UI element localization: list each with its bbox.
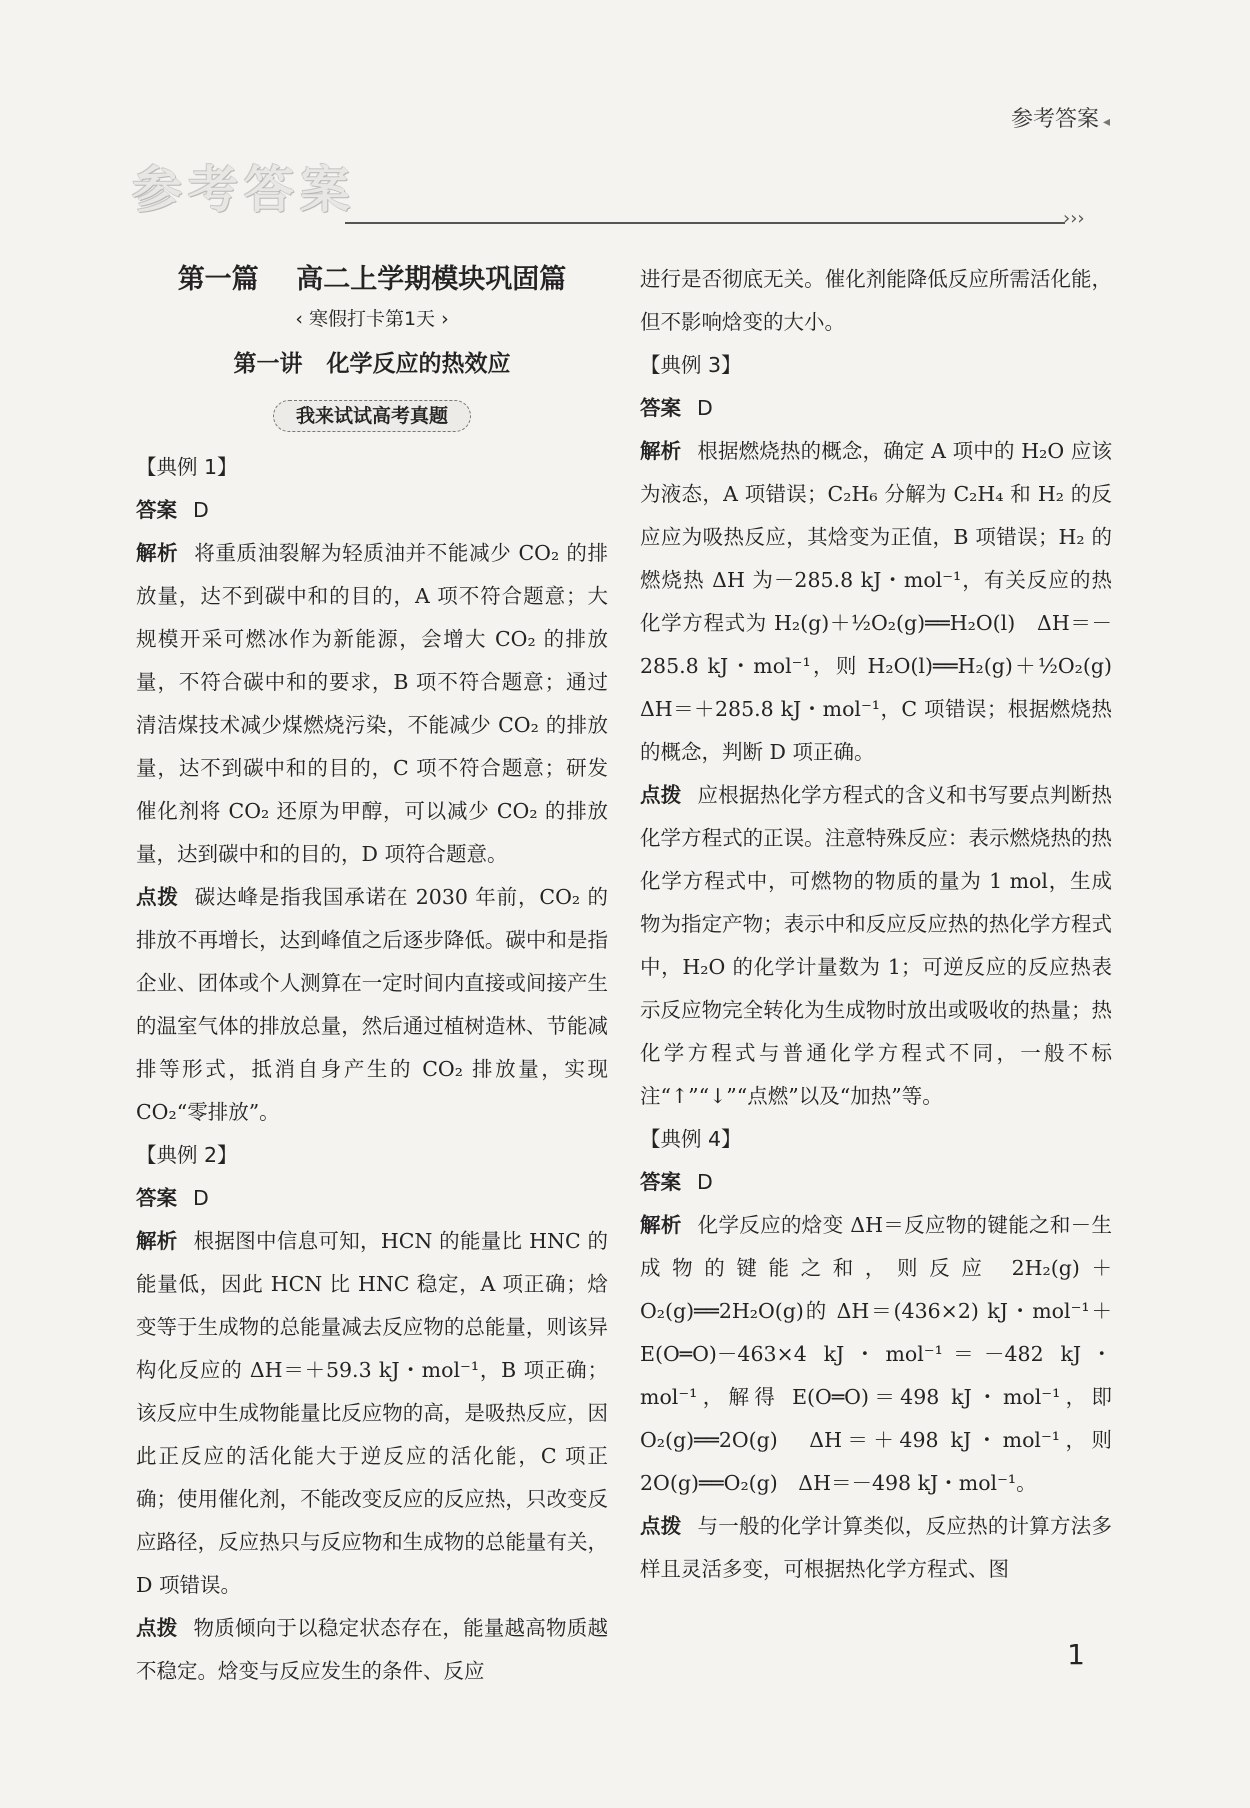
analysis-label: 解析 xyxy=(136,1229,178,1253)
marker-icon: ◂ xyxy=(1102,114,1110,130)
example-3-analysis xyxy=(640,430,1133,774)
day-tag: ‹ 寒假打卡第1天 › xyxy=(295,308,449,330)
banner-rule xyxy=(345,222,1065,224)
answer-label: 答案 xyxy=(136,1186,177,1210)
continued-text: 进行是否彻底无关。催化剂能降低反应所需活化能，但不影响焓变的大小。 xyxy=(640,267,1112,334)
example-3-answer xyxy=(640,387,1112,430)
answer-label: 答案 xyxy=(640,1170,681,1194)
tip-text: 应根据热化学方程式的含义和书写要点判断热化学方程式的正误。注意特殊反应：表示燃烧热的热化学方程式中，可燃物的物质的量为 1 mol，生成物为指定产物；表示中和反应反应热的热化学方程式中，H₂O 的化学计量数为 1；可逆反应的反应热表示反应物完全转化为生成物时放出或吸收的热量；热化学方程式与普通化学方程式不同，一般不标注“↑”“↓”“点燃”以及“加热”等。 xyxy=(640,783,1113,1108)
part-title: 第一篇 高二上学期模块巩固篇 xyxy=(177,264,567,295)
tip-label: 点拨 xyxy=(136,885,179,909)
example-4-tip xyxy=(640,1505,1112,1591)
example-4-answer xyxy=(640,1161,1112,1204)
tip-text: 碳达峰是指我国承诺在 2030 年前，CO₂ 的排放不再增长，达到峰值之后逐步降低。碳中和是指企业、团体或个人测算在一定时间内直接或间接产生的温室气体的排放总量，然后通过植树造林、节能减排等形式，抵消自身产生的 CO₂ 排放量，实现 CO₂“零排放”。 xyxy=(136,885,608,1124)
example-4-label: 【典例 4】 xyxy=(640,1127,742,1151)
running-header xyxy=(1011,102,1110,133)
example-1-answer xyxy=(136,489,608,532)
answer-value: D xyxy=(697,396,713,420)
analysis-text: 根据燃烧热的概念，确定 A 项中的 H₂O 应该为液态，A 项错误；C₂H₆ 分解为 C₂H₄ 和 H₂ 的反应应为吸热反应，其焓变为正值，B 项错误；H₂ 的燃烧热 ΔH 为－285.8 kJ・mol⁻¹，有关反应的热化学方程式为 H₂(g)＋½O₂(g)══H₂O(l) ΔH＝－285.8 kJ・mol⁻¹，则 H₂O(l)══H₂(g)＋½O₂(g) ΔH＝＋285.8 kJ・mol⁻¹，C 项错误；根据燃烧热的概念，判断 D 项正确。 xyxy=(640,439,1133,764)
analysis-label: 解析 xyxy=(136,541,179,565)
analysis-label: 解析 xyxy=(640,1213,682,1237)
answer-value: D xyxy=(193,498,209,522)
tip-label: 点拨 xyxy=(136,1616,178,1640)
lecture-title: 第一讲 化学反应的热效应 xyxy=(233,351,511,377)
answer-value: D xyxy=(697,1170,713,1194)
example-2-tip xyxy=(136,1607,608,1693)
example-3-label: 【典例 3】 xyxy=(640,353,742,377)
example-1-label: 【典例 1】 xyxy=(136,455,238,479)
example-1-analysis xyxy=(136,532,608,876)
answer-label: 答案 xyxy=(136,498,177,522)
right-column xyxy=(640,258,1133,1591)
rule-arrow-icon: ››› xyxy=(1063,208,1085,229)
example-2-label: 【典例 2】 xyxy=(136,1143,238,1167)
answer-label: 答案 xyxy=(640,396,681,420)
example-4-analysis xyxy=(640,1204,1112,1505)
example-2-answer xyxy=(136,1177,608,1220)
section-banner-title: 参考答案 xyxy=(132,161,356,219)
answer-value: D xyxy=(193,1186,209,1210)
analysis-label: 解析 xyxy=(640,439,682,463)
tip-label: 点拨 xyxy=(640,1514,682,1538)
example-1-tip xyxy=(136,876,608,1134)
example-3-tip xyxy=(640,774,1112,1118)
analysis-text: 根据图中信息可知，HCN 的能量比 HNC 的能量低，因此 HCN 比 HNC 稳定，A 项正确；焓变等于生成物的总能量减去反应物的总能量，则该异构化反应的 ΔH＝＋59.3 kJ・mol⁻¹，B 项正确；该反应中生成物能量比反应物的高，是吸热反应，因此正反应的活化能大于逆反应的活化能，C 项正确；使用催化剂，不能改变反应的反应热，只改变反应路径，反应热只与反应物和生成物的总能量有关，D 项错误。 xyxy=(136,1229,608,1597)
running-title: 参考答案 xyxy=(1010,107,1099,132)
tip-label: 点拨 xyxy=(640,783,682,807)
analysis-text: 化学反应的焓变 ΔH＝反应物的键能之和－生成物的键能之和，则反应 2H₂(g)＋O₂(g)══2H₂O(g)的 ΔH＝(436×2) kJ・mol⁻¹＋E(O═O)－463×4 kJ・mol⁻¹＝－482 kJ・mol⁻¹，解得 E(O═O)＝498 kJ・mol⁻¹，即 O₂(g)══2O(g) ΔH＝＋498 kJ・mol⁻¹，则 2O(g)══O₂(g) ΔH＝－498 kJ・mol⁻¹。 xyxy=(640,1213,1113,1495)
badge-wrap xyxy=(136,392,608,446)
tip-text: 与一般的化学计算类似，反应热的计算方法多样且灵活多变，可根据热化学方程式、图 xyxy=(640,1514,1113,1581)
left-column xyxy=(136,258,608,1693)
analysis-text: 将重质油裂解为轻质油并不能减少 CO₂ 的排放量，达不到碳中和的目的，A 项不符合题意；大规模开采可燃冰作为新能源，会增大 CO₂ 的排放量，不符合碳中和的要求，B 项不符合题意；通过清洁煤技术减少煤燃烧污染，不能减少 CO₂ 的排放量，达不到碳中和的目的，C 项不符合题意；研发催化剂将 CO₂ 还原为甲醇，可以减少 CO₂ 的排放量，达到碳中和的目的，D 项符合题意。 xyxy=(136,541,608,866)
tip-text: 物质倾向于以稳定状态存在，能量越高物质越不稳定。焓变与反应发生的条件、反应 xyxy=(136,1616,609,1683)
page-number: 1 xyxy=(1067,1638,1085,1671)
example-2-analysis xyxy=(136,1220,608,1607)
exam-badge: 我来试试高考真题 xyxy=(273,400,471,432)
